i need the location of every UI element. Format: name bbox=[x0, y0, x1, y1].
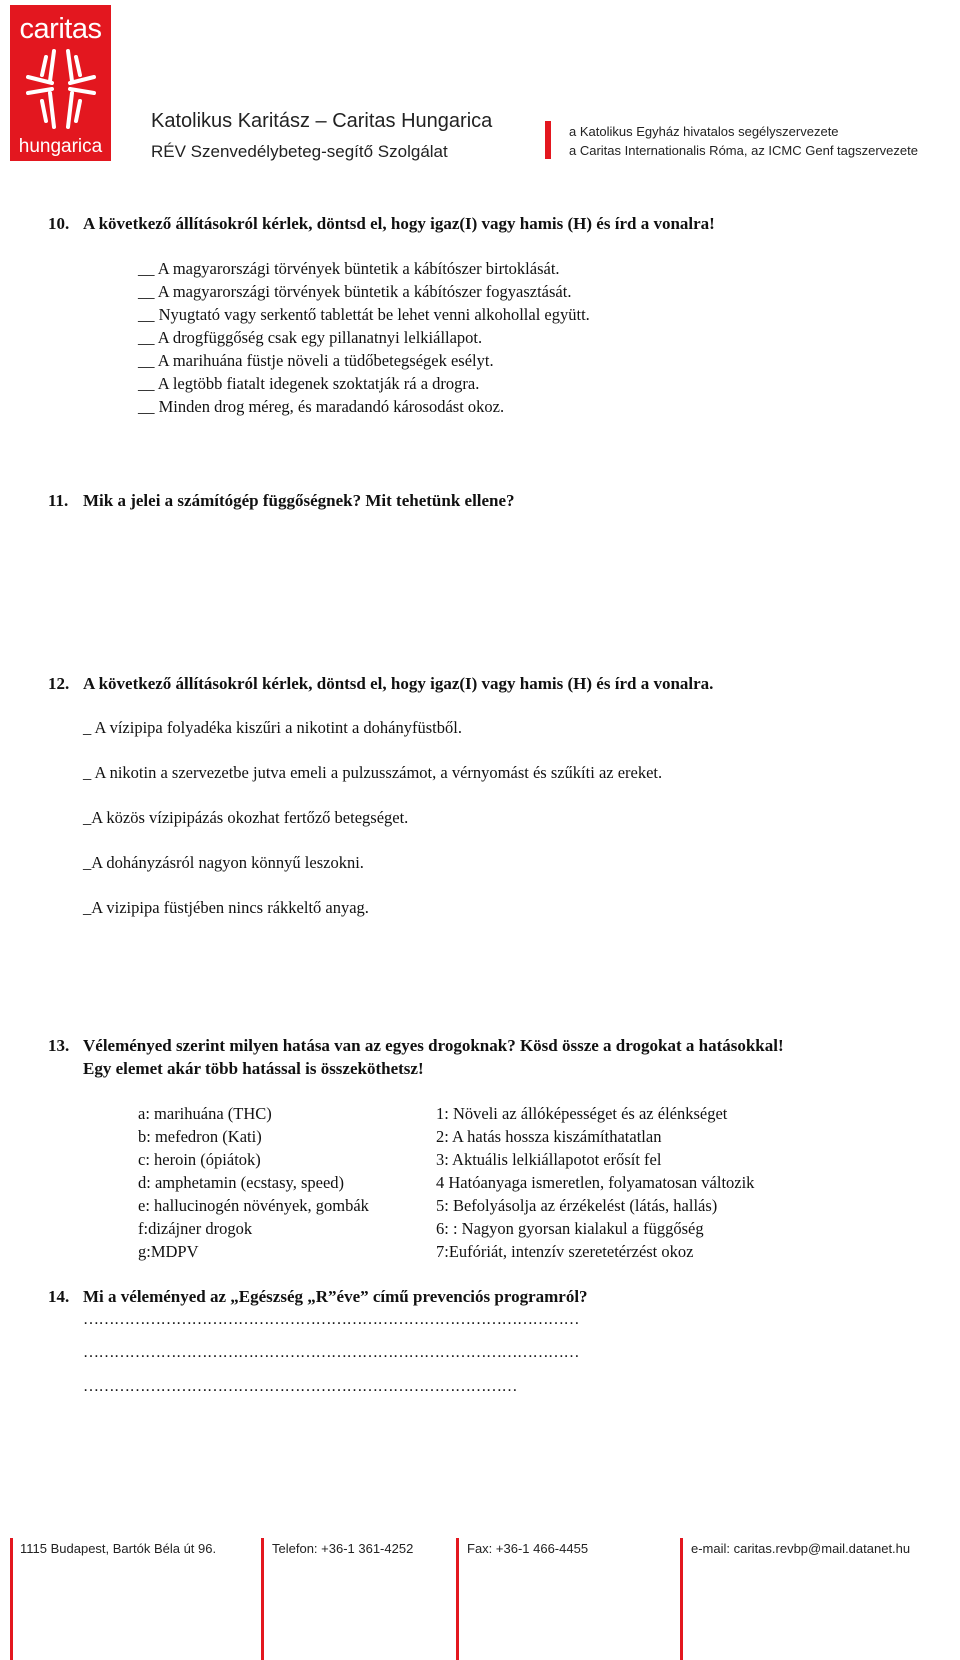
question-text: Véleményed szerint milyen hatása van az egyes drogoknak? Kösd össze a drogokat a hatásokkal! bbox=[83, 1036, 784, 1055]
question-number: 11. bbox=[48, 491, 69, 510]
logo-top-text: caritas bbox=[19, 13, 102, 45]
statement-item: _A dohányzásról nagyon könnyű leszokni. bbox=[83, 853, 364, 872]
question-number: 13. bbox=[48, 1036, 70, 1055]
effect-item: 5: Befolyásolja az érzékelést (látás, hallás) bbox=[436, 1196, 718, 1215]
drug-item: b: mefedron (Kati) bbox=[138, 1127, 262, 1146]
statement-item: _A közös vízipipázás okozhat fertőző betegséget. bbox=[83, 808, 409, 827]
statement-item: _ A vízipipa folyadéka kiszűri a nikotint a dohányfüstből. bbox=[83, 718, 462, 737]
statement-item: __ Nyugtató vagy serkentő tablettát be lehet venni alkohollal együtt. bbox=[138, 305, 590, 324]
footer-divider bbox=[456, 1538, 459, 1660]
question-text: Mik a jelei a számítógép függőségnek? Mit tehetünk ellene? bbox=[83, 491, 515, 510]
question-number: 10. bbox=[48, 214, 70, 233]
statement-item: __ A magyarországi törvények büntetik a kábítószer birtoklását. bbox=[138, 259, 560, 278]
organization-tagline-2: a Caritas Internationalis Róma, az ICMC Genf tagszervezete bbox=[569, 143, 918, 158]
statement-item: __ A marihuána füstje növeli a tüdőbetegségek esélyt. bbox=[138, 351, 494, 370]
drug-item: g:MDPV bbox=[138, 1242, 199, 1261]
organization-name: Katolikus Karitász – Caritas Hungarica bbox=[151, 110, 493, 132]
footer-phone: Telefon: +36-1 361-4252 bbox=[272, 1541, 414, 1556]
footer-email[interactable]: e-mail: caritas.revbp@mail.datanet.hu bbox=[691, 1541, 911, 1556]
effect-item: 2: A hatás hossza kiszámíthatatlan bbox=[436, 1127, 662, 1146]
drug-item: a: marihuána (THC) bbox=[138, 1104, 272, 1123]
statement-item: _A vizipipa füstjében nincs rákkeltő anyag. bbox=[83, 898, 369, 917]
effect-item: 4 Hatóanyaga ismeretlen, folyamatosan változik bbox=[436, 1173, 755, 1192]
drug-item: d: amphetamin (ecstasy, speed) bbox=[138, 1173, 345, 1192]
organization-tagline-1: a Katolikus Egyház hivatalos segélyszervezete bbox=[569, 124, 839, 139]
cross-icon bbox=[24, 47, 98, 131]
footer-divider bbox=[261, 1538, 264, 1660]
drug-item: f:dizájner drogok bbox=[138, 1219, 253, 1238]
effect-item: 3: Aktuális lelkiállapotot erősít fel bbox=[436, 1150, 662, 1169]
answer-line: ………………………………………………………………………… bbox=[83, 1378, 517, 1395]
organization-subtitle: RÉV Szenvedélybeteg-segítő Szolgálat bbox=[151, 142, 448, 161]
effect-item: 7:Eufóriát, intenzív szeretetérzést okoz bbox=[436, 1242, 694, 1261]
answer-line: …………………………………………………………………………………… bbox=[83, 1311, 579, 1328]
answer-line: …………………………………………………………………………………… bbox=[83, 1344, 579, 1361]
question-number: 14. bbox=[48, 1287, 70, 1306]
footer-fax: Fax: +36-1 466-4455 bbox=[467, 1541, 589, 1556]
question-text: A következő állításokról kérlek, döntsd el, hogy igaz(I) vagy hamis (H) és írd a vonalra. bbox=[83, 674, 714, 693]
header-divider bbox=[545, 121, 551, 159]
statement-item: __ A magyarországi törvények büntetik a kábítószer fogyasztását. bbox=[138, 282, 572, 301]
statement-item: __ A drogfüggőség csak egy pillanatnyi lelkiállapot. bbox=[138, 328, 483, 347]
question-13-subtext: Egy elemet akár több hatással is összeköthetsz! bbox=[83, 1059, 424, 1078]
question-text: Mi a véleményed az „Egészség „R”éve” című prevenciós programról? bbox=[83, 1287, 588, 1306]
effect-item: 6: : Nagyon gyorsan kialakul a függőség bbox=[436, 1219, 704, 1238]
question-number: 12. bbox=[48, 674, 70, 693]
statement-item: __ Minden drog méreg, és maradandó károsodást okoz. bbox=[138, 397, 505, 416]
caritas-logo bbox=[10, 5, 111, 161]
statement-item: __ A legtöbb fiatalt idegenek szoktatják rá a drogra. bbox=[138, 374, 480, 393]
statement-item: _ A nikotin a szervezetbe jutva emeli a pulzusszámot, a vérnyomást és szűkíti az ereket. bbox=[83, 763, 663, 782]
question-text: A következő állításokról kérlek, döntsd el, hogy igaz(I) vagy hamis (H) és írd a vonalra! bbox=[83, 214, 715, 233]
logo-bottom-text: hungarica bbox=[18, 136, 103, 157]
drug-item: c: heroin (ópiátok) bbox=[138, 1150, 261, 1169]
footer-divider bbox=[10, 1538, 13, 1660]
effect-item: 1: Növeli az állóképességet és az élénkséget bbox=[436, 1104, 728, 1123]
footer-address: 1115 Budapest, Bartók Béla út 96. bbox=[20, 1541, 217, 1556]
drug-item: e: hallucinogén növények, gombák bbox=[138, 1196, 369, 1215]
footer-divider bbox=[680, 1538, 683, 1660]
